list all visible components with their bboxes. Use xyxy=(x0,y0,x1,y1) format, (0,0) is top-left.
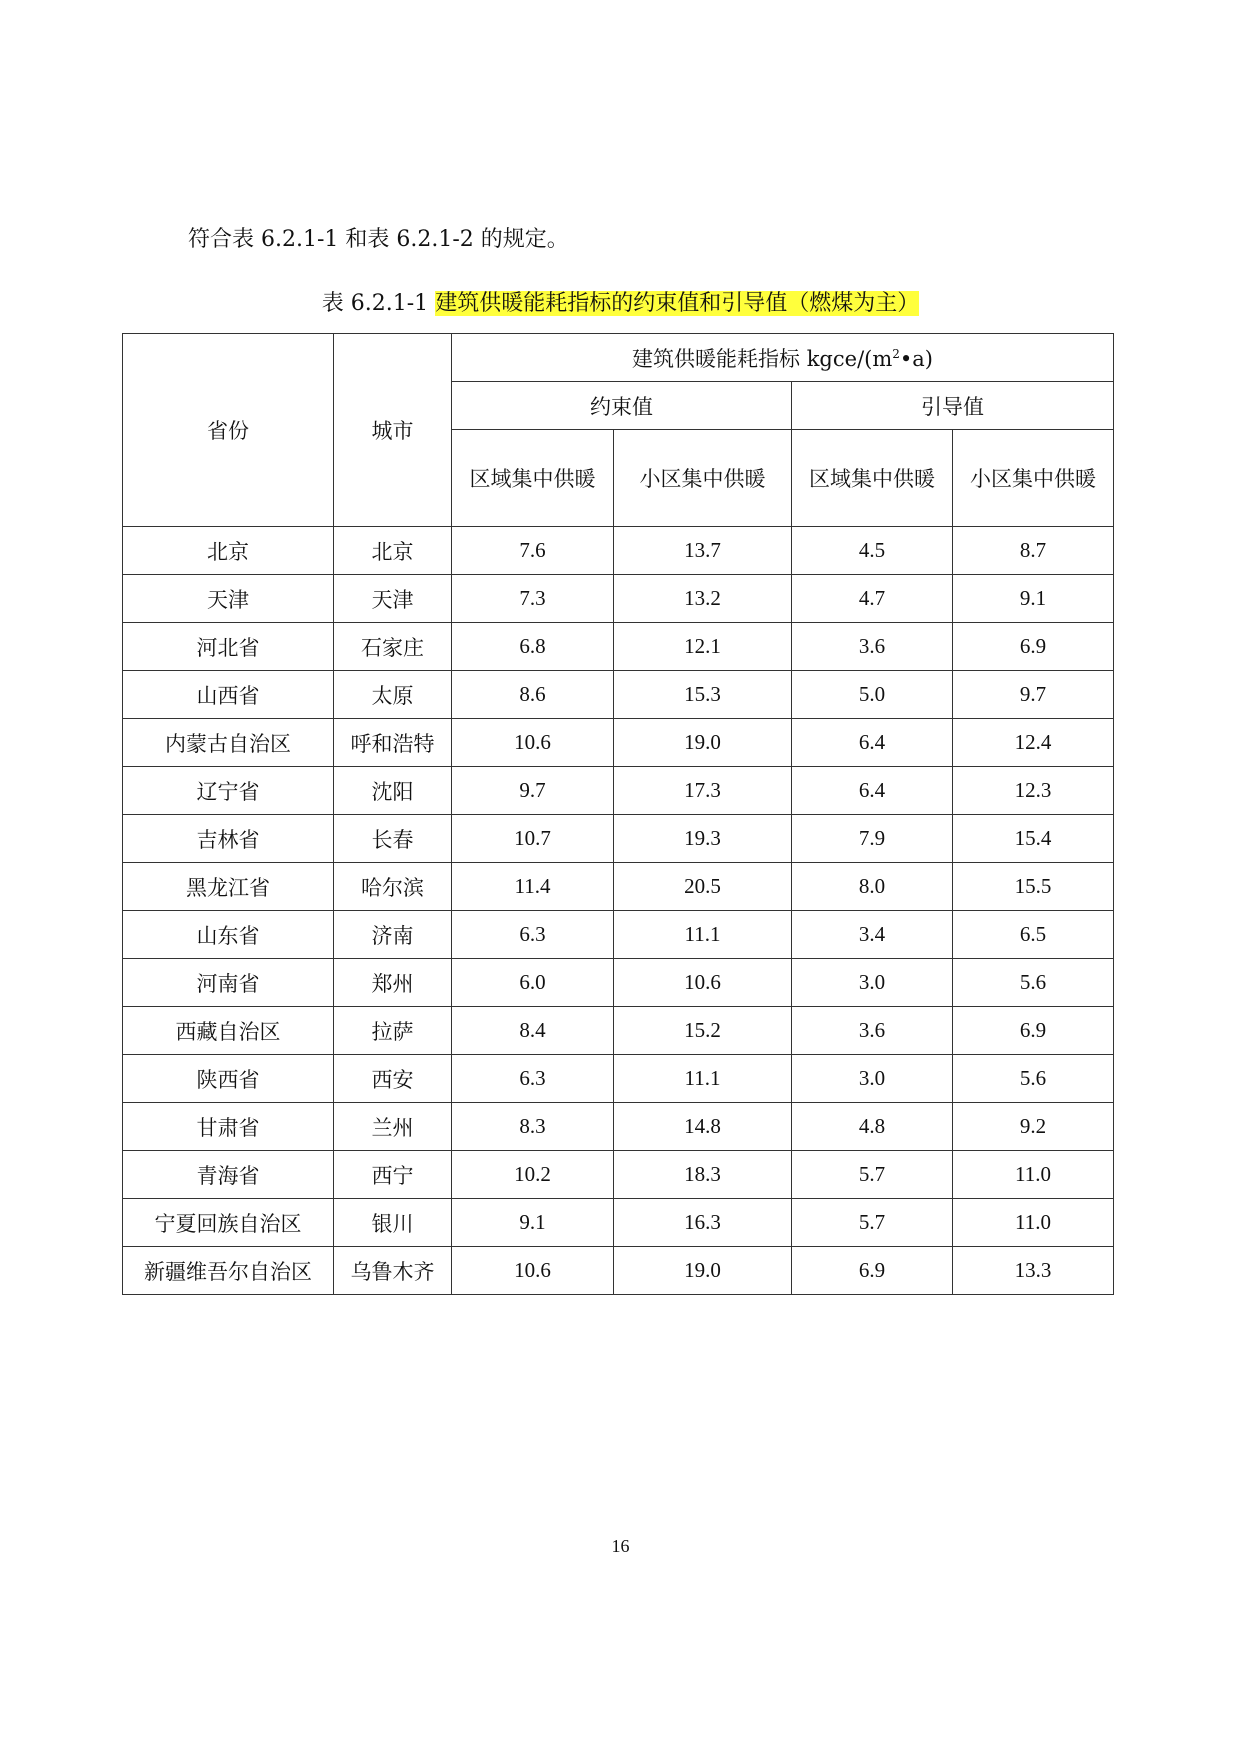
province-cell: 西藏自治区 xyxy=(123,1007,334,1055)
city-cell: 西宁 xyxy=(334,1151,452,1199)
header-constraint: 约束值 xyxy=(452,382,792,430)
guide-community-cell: 15.4 xyxy=(953,815,1114,863)
header-guide-community: 小区集中供暖 xyxy=(953,430,1114,527)
intro-paragraph: 符合表 6.2.1-1 和表 6.2.1-2 的规定。 xyxy=(188,227,569,252)
constraint-community-cell: 20.5 xyxy=(614,863,792,911)
city-cell: 西安 xyxy=(334,1055,452,1103)
city-cell: 呼和浩特 xyxy=(334,719,452,767)
guide-community-cell: 9.7 xyxy=(953,671,1114,719)
city-cell: 长春 xyxy=(334,815,452,863)
constraint-community-cell: 19.3 xyxy=(614,815,792,863)
constraint-district-cell: 7.6 xyxy=(452,527,614,575)
table-row xyxy=(123,863,1114,911)
guide-district-cell: 7.9 xyxy=(792,815,953,863)
guide-district-cell: 5.7 xyxy=(792,1199,953,1247)
constraint-district-cell: 6.0 xyxy=(452,959,614,1007)
constraint-district-cell: 6.3 xyxy=(452,1055,614,1103)
province-cell: 北京 xyxy=(123,527,334,575)
caption-prefix: 表 6.2.1-1 xyxy=(321,291,436,316)
guide-district-cell: 6.4 xyxy=(792,719,953,767)
header-metric xyxy=(452,334,1114,382)
province-cell: 山西省 xyxy=(123,671,334,719)
guide-community-cell: 9.2 xyxy=(953,1103,1114,1151)
guide-community-cell: 9.1 xyxy=(953,575,1114,623)
province-cell: 陕西省 xyxy=(123,1055,334,1103)
guide-community-cell: 5.6 xyxy=(953,959,1114,1007)
city-cell: 银川 xyxy=(334,1199,452,1247)
constraint-district-cell: 8.4 xyxy=(452,1007,614,1055)
constraint-community-cell: 17.3 xyxy=(614,767,792,815)
table-row xyxy=(123,1007,1114,1055)
city-cell: 济南 xyxy=(334,911,452,959)
table-row xyxy=(123,671,1114,719)
guide-district-cell: 4.7 xyxy=(792,575,953,623)
province-cell: 青海省 xyxy=(123,1151,334,1199)
guide-district-cell: 5.7 xyxy=(792,1151,953,1199)
table-row xyxy=(123,1103,1114,1151)
constraint-district-cell: 10.2 xyxy=(452,1151,614,1199)
guide-community-cell: 8.7 xyxy=(953,527,1114,575)
city-cell: 乌鲁木齐 xyxy=(334,1247,452,1295)
guide-district-cell: 4.8 xyxy=(792,1103,953,1151)
city-cell: 天津 xyxy=(334,575,452,623)
province-cell: 辽宁省 xyxy=(123,767,334,815)
table-row xyxy=(123,767,1114,815)
table-caption xyxy=(0,286,1241,317)
table-row xyxy=(123,527,1114,575)
constraint-community-cell: 11.1 xyxy=(614,911,792,959)
header-metric-suffix: •a) xyxy=(899,346,933,371)
table-row xyxy=(123,623,1114,671)
heating-energy-table xyxy=(122,333,1114,1295)
city-cell: 兰州 xyxy=(334,1103,452,1151)
constraint-community-cell: 15.2 xyxy=(614,1007,792,1055)
city-cell: 石家庄 xyxy=(334,623,452,671)
caption-highlighted-title: 建筑供暖能耗指标的约束值和引导值（燃煤为主） xyxy=(435,291,920,316)
table-row xyxy=(123,1247,1114,1295)
guide-community-cell: 5.6 xyxy=(953,1055,1114,1103)
guide-community-cell: 12.4 xyxy=(953,719,1114,767)
guide-district-cell: 6.4 xyxy=(792,767,953,815)
guide-community-cell: 12.3 xyxy=(953,767,1114,815)
header-metric-sup: 2 xyxy=(892,346,900,361)
constraint-community-cell: 10.6 xyxy=(614,959,792,1007)
province-cell: 甘肃省 xyxy=(123,1103,334,1151)
header-city: 城市 xyxy=(334,334,452,527)
city-cell: 哈尔滨 xyxy=(334,863,452,911)
table-row xyxy=(123,815,1114,863)
guide-community-cell: 15.5 xyxy=(953,863,1114,911)
province-cell: 宁夏回族自治区 xyxy=(123,1199,334,1247)
constraint-community-cell: 14.8 xyxy=(614,1103,792,1151)
guide-district-cell: 3.6 xyxy=(792,623,953,671)
guide-community-cell: 11.0 xyxy=(953,1199,1114,1247)
constraint-community-cell: 18.3 xyxy=(614,1151,792,1199)
city-cell: 拉萨 xyxy=(334,1007,452,1055)
guide-district-cell: 3.0 xyxy=(792,1055,953,1103)
header-guide-district: 区域集中供暖 xyxy=(792,430,953,527)
guide-district-cell: 5.0 xyxy=(792,671,953,719)
header-constraint-district: 区域集中供暖 xyxy=(452,430,614,527)
guide-district-cell: 6.9 xyxy=(792,1247,953,1295)
header-province: 省份 xyxy=(123,334,334,527)
constraint-community-cell: 13.2 xyxy=(614,575,792,623)
province-cell: 黑龙江省 xyxy=(123,863,334,911)
guide-district-cell: 8.0 xyxy=(792,863,953,911)
guide-district-cell: 3.4 xyxy=(792,911,953,959)
city-cell: 太原 xyxy=(334,671,452,719)
constraint-community-cell: 16.3 xyxy=(614,1199,792,1247)
table-row xyxy=(123,1151,1114,1199)
constraint-district-cell: 6.3 xyxy=(452,911,614,959)
header-metric-prefix: 建筑供暖能耗指标 kgce/(m xyxy=(632,346,893,371)
constraint-district-cell: 6.8 xyxy=(452,623,614,671)
guide-community-cell: 11.0 xyxy=(953,1151,1114,1199)
constraint-district-cell: 9.7 xyxy=(452,767,614,815)
header-constraint-community: 小区集中供暖 xyxy=(614,430,792,527)
constraint-district-cell: 9.1 xyxy=(452,1199,614,1247)
guide-community-cell: 6.9 xyxy=(953,1007,1114,1055)
constraint-community-cell: 19.0 xyxy=(614,719,792,767)
province-cell: 河北省 xyxy=(123,623,334,671)
guide-community-cell: 13.3 xyxy=(953,1247,1114,1295)
constraint-community-cell: 12.1 xyxy=(614,623,792,671)
city-cell: 北京 xyxy=(334,527,452,575)
guide-district-cell: 4.5 xyxy=(792,527,953,575)
header-row-1 xyxy=(123,334,1114,382)
province-cell: 天津 xyxy=(123,575,334,623)
constraint-community-cell: 13.7 xyxy=(614,527,792,575)
guide-district-cell: 3.6 xyxy=(792,1007,953,1055)
table-row xyxy=(123,719,1114,767)
table-row xyxy=(123,1199,1114,1247)
province-cell: 河南省 xyxy=(123,959,334,1007)
province-cell: 山东省 xyxy=(123,911,334,959)
province-cell: 内蒙古自治区 xyxy=(123,719,334,767)
city-cell: 郑州 xyxy=(334,959,452,1007)
constraint-district-cell: 10.6 xyxy=(452,1247,614,1295)
constraint-community-cell: 19.0 xyxy=(614,1247,792,1295)
constraint-district-cell: 8.3 xyxy=(452,1103,614,1151)
table-row xyxy=(123,959,1114,1007)
guide-district-cell: 3.0 xyxy=(792,959,953,1007)
province-cell: 吉林省 xyxy=(123,815,334,863)
constraint-district-cell: 11.4 xyxy=(452,863,614,911)
page-number: 16 xyxy=(611,1536,630,1556)
table-row xyxy=(123,911,1114,959)
table-row xyxy=(123,575,1114,623)
city-cell: 沈阳 xyxy=(334,767,452,815)
constraint-district-cell: 10.6 xyxy=(452,719,614,767)
constraint-district-cell: 10.7 xyxy=(452,815,614,863)
constraint-district-cell: 8.6 xyxy=(452,671,614,719)
constraint-community-cell: 15.3 xyxy=(614,671,792,719)
table-row xyxy=(123,1055,1114,1103)
guide-community-cell: 6.5 xyxy=(953,911,1114,959)
province-cell: 新疆维吾尔自治区 xyxy=(123,1247,334,1295)
guide-community-cell: 6.9 xyxy=(953,623,1114,671)
constraint-district-cell: 7.3 xyxy=(452,575,614,623)
header-guide: 引导值 xyxy=(792,382,1114,430)
constraint-community-cell: 11.1 xyxy=(614,1055,792,1103)
